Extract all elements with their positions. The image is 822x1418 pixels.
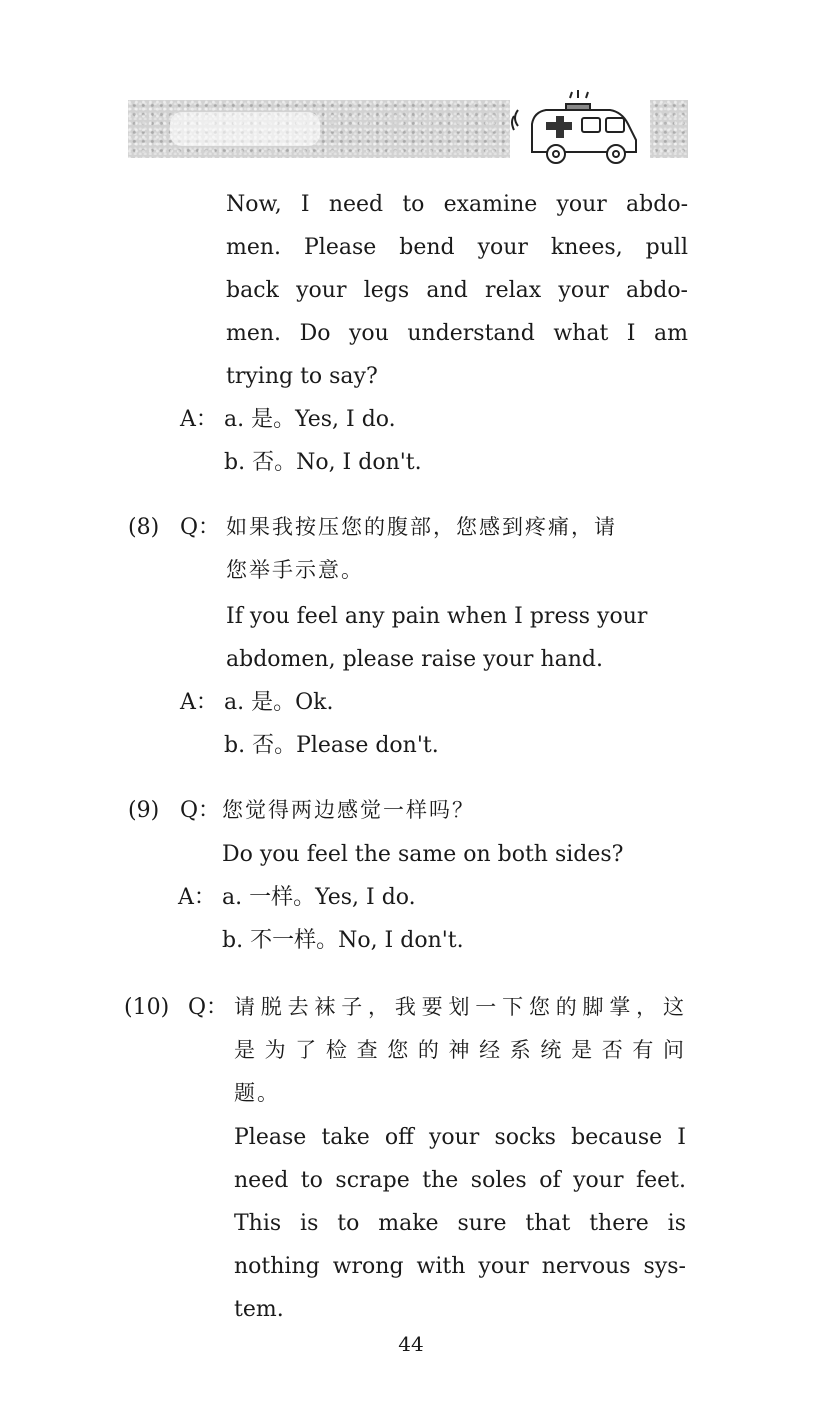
ambulance-icon bbox=[510, 90, 650, 170]
q8-en-line-1: If you feel any pain when I press your bbox=[226, 604, 648, 629]
q9-answer-b: b. 不一样。No, I don't. bbox=[222, 928, 464, 953]
q10-cn-line-2: 是为了检查您的神经系统是否有问 bbox=[234, 1038, 686, 1062]
q9-answer-label: A： bbox=[178, 885, 216, 910]
q9-answer-a: a. 一样。Yes, I do. bbox=[222, 885, 416, 910]
page-number: 44 bbox=[398, 1332, 424, 1356]
q10-en-line-5: tem. bbox=[234, 1297, 284, 1322]
intro-answer-b: b. 否。No, I don't. bbox=[224, 450, 422, 475]
q8-answer-label: A： bbox=[180, 690, 218, 715]
q9-number: (9) bbox=[128, 798, 160, 823]
q8-cn-line-1: 如果我按压您的腹部，您感到疼痛，请 bbox=[226, 515, 617, 539]
q9-cn-line-1: 您觉得两边感觉一样吗？ bbox=[222, 798, 475, 822]
q8-answer-b: b. 否。Please don't. bbox=[224, 733, 439, 758]
q8-q-label: Q： bbox=[180, 515, 221, 540]
intro-line-5: trying to say? bbox=[226, 364, 378, 389]
q10-number: (10) bbox=[124, 995, 170, 1020]
intro-answer-a: a. 是。Yes, I do. bbox=[224, 407, 396, 432]
q8-answer-a: a. 是。Ok. bbox=[224, 690, 334, 715]
q10-en-line-2: need to scrape the soles of your feet. bbox=[234, 1168, 686, 1193]
q8-cn-line-2: 您举手示意。 bbox=[226, 558, 364, 582]
q10-q-label: Q： bbox=[188, 995, 229, 1020]
chapter-header-label bbox=[170, 112, 320, 146]
q9-en-line-1: Do you feel the same on both sides? bbox=[222, 842, 624, 867]
intro-line-1: Now, I need to examine your abdo- bbox=[226, 192, 688, 217]
q10-en-line-1: Please take off your socks because I bbox=[234, 1125, 686, 1150]
q10-cn-line-1: 请脱去袜子，我要划一下您的脚掌，这 bbox=[234, 995, 686, 1019]
intro-line-4: men. Do you understand what I am bbox=[226, 321, 688, 346]
intro-line-2: men. Please bend your knees, pull bbox=[226, 235, 688, 260]
q9-q-label: Q： bbox=[180, 798, 221, 823]
q8-number: (8) bbox=[128, 515, 160, 540]
q10-cn-line-3: 题。 bbox=[234, 1081, 280, 1105]
q10-en-line-3: This is to make sure that there is bbox=[234, 1211, 686, 1236]
q10-en-line-4: nothing wrong with your nervous sys- bbox=[234, 1254, 686, 1279]
q8-en-line-2: abdomen, please raise your hand. bbox=[226, 647, 603, 672]
intro-line-3: back your legs and relax your abdo- bbox=[226, 278, 688, 303]
intro-answer-label: A： bbox=[180, 407, 218, 432]
